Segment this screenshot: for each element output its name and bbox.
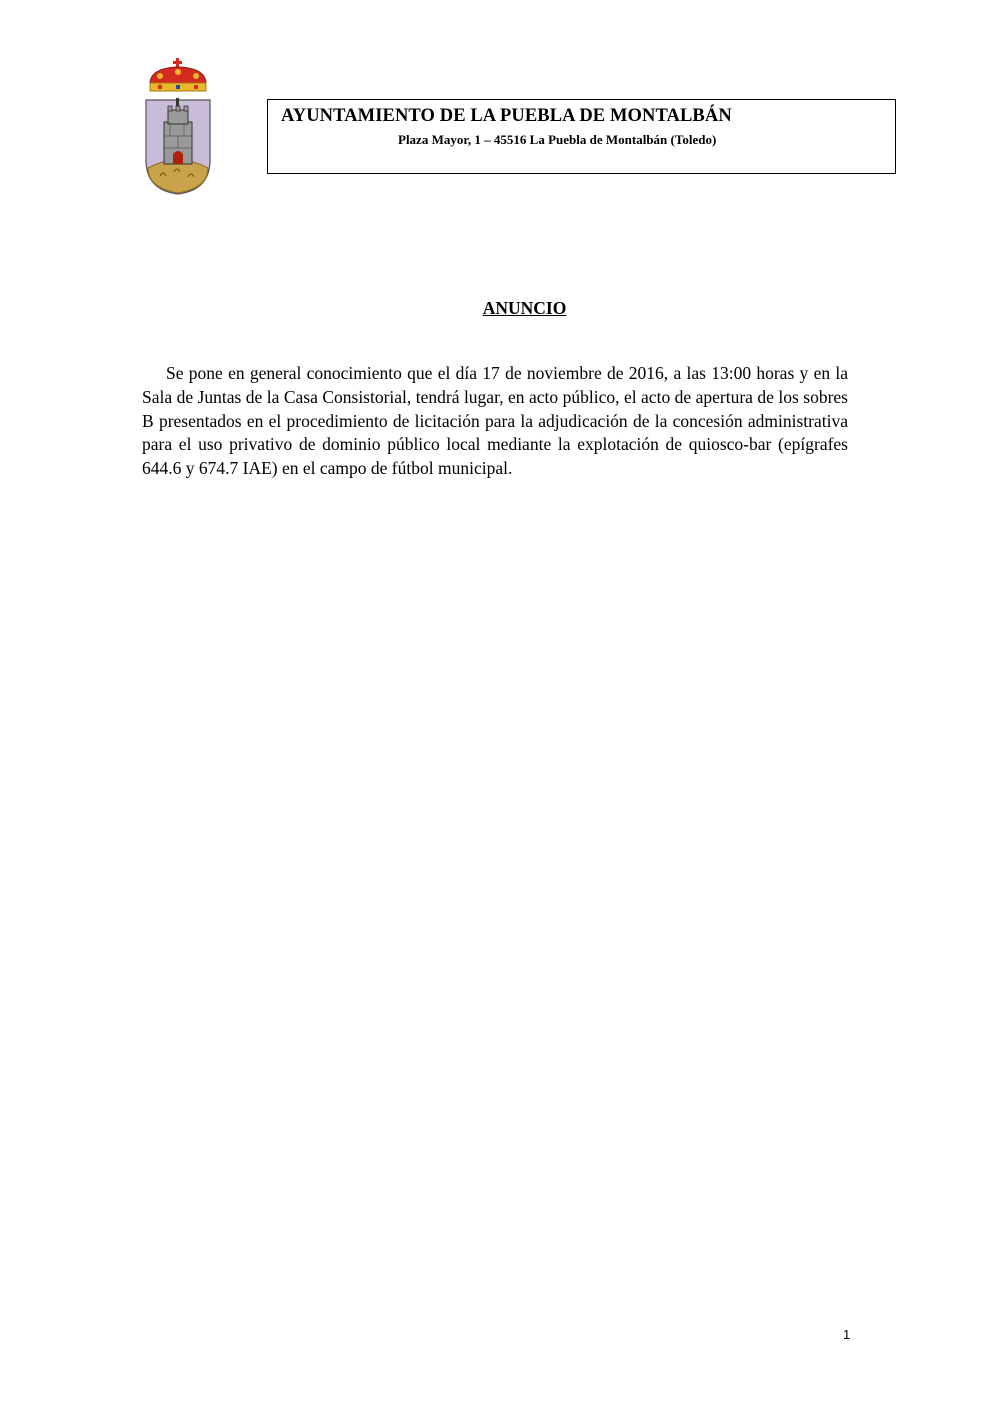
- announcement-body: Se pone en general conocimiento que el día 17 de noviembre de 2016, a las 13:00 horas y en la Sala de Juntas de la Casa Consistorial, tendrá lugar, en acto público, el acto de apertura de los sobres B presentados en el procedimiento de licitación para la adjudicación de la concesión administrativa para el uso privativo de dominio público local mediante la explotación de quiosco-bar (epígrafes 644.6 y 674.7 IAE) en el campo de fútbol municipal.: [142, 363, 848, 479]
- letterhead-box: [267, 99, 896, 174]
- coat-of-arms-icon: [140, 56, 216, 196]
- organization-name: AYUNTAMIENTO DE LA PUEBLA DE MONTALBÁN: [281, 106, 732, 126]
- organization-address: Plaza Mayor, 1 – 45516 La Puebla de Montalbán (Toledo): [398, 132, 717, 147]
- document-title: ANUNCIO: [482, 298, 567, 318]
- page-number: 1: [843, 1327, 851, 1342]
